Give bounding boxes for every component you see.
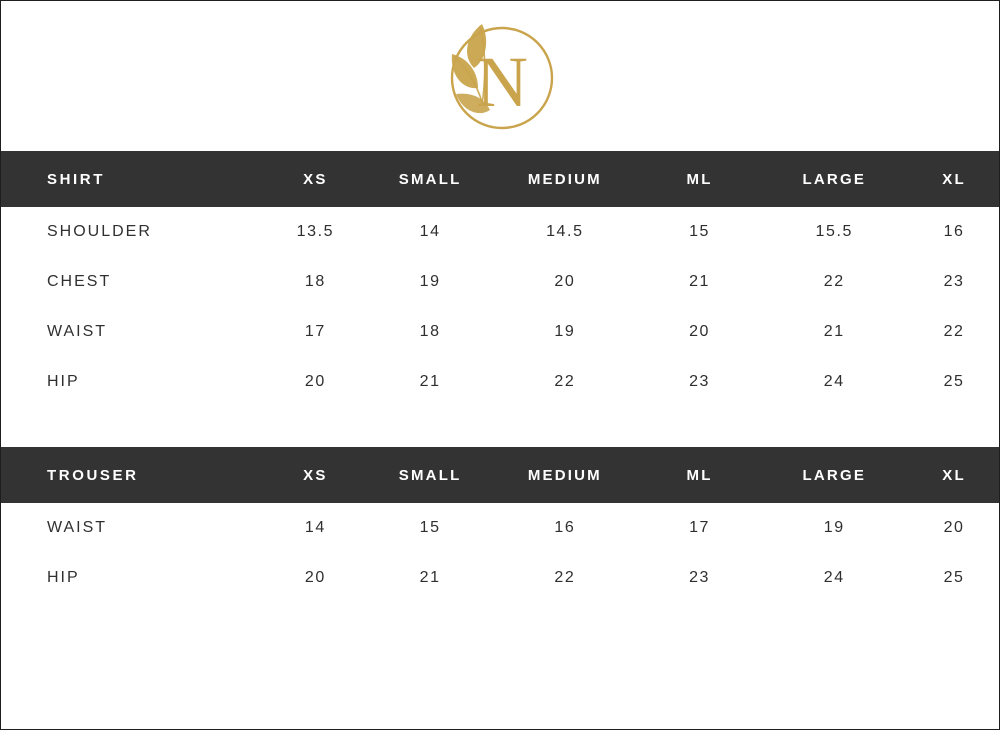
cell-waist-small: 18 bbox=[370, 307, 490, 357]
table-row bbox=[1, 357, 999, 407]
cell-waist-ml: 20 bbox=[640, 307, 760, 357]
cell-hip-large: 24 bbox=[759, 357, 909, 407]
cell-shoulder-medium: 14.5 bbox=[490, 207, 640, 257]
cell-trouser-waist-xs: 14 bbox=[260, 503, 370, 553]
bottom-whitespace bbox=[1, 603, 999, 729]
cell-trouser-hip-xl: 25 bbox=[909, 553, 999, 603]
trouser-header-large: LARGE bbox=[759, 447, 909, 503]
trouser-header-ml: ML bbox=[640, 447, 760, 503]
cell-shoulder-xs: 13.5 bbox=[260, 207, 370, 257]
cell-chest-medium: 20 bbox=[490, 257, 640, 307]
shirt-header-ml: ML bbox=[640, 151, 760, 207]
cell-waist-medium: 19 bbox=[490, 307, 640, 357]
cell-chest-small: 19 bbox=[370, 257, 490, 307]
trouser-size-table bbox=[1, 447, 999, 603]
cell-hip-ml: 23 bbox=[640, 357, 760, 407]
cell-trouser-waist-xl: 20 bbox=[909, 503, 999, 553]
cell-trouser-waist-large: 19 bbox=[759, 503, 909, 553]
cell-chest-xl: 23 bbox=[909, 257, 999, 307]
row-label-trouser-waist: WAIST bbox=[1, 503, 260, 553]
cell-trouser-waist-small: 15 bbox=[370, 503, 490, 553]
trouser-header-xl: XL bbox=[909, 447, 999, 503]
cell-hip-medium: 22 bbox=[490, 357, 640, 407]
row-label-chest: CHEST bbox=[1, 257, 260, 307]
shirt-header-medium: MEDIUM bbox=[490, 151, 640, 207]
cell-hip-xs: 20 bbox=[260, 357, 370, 407]
row-label-hip: HIP bbox=[1, 357, 260, 407]
cell-trouser-hip-medium: 22 bbox=[490, 553, 640, 603]
cell-trouser-waist-medium: 16 bbox=[490, 503, 640, 553]
shirt-header-small: SMALL bbox=[370, 151, 490, 207]
table-header-row bbox=[1, 447, 999, 503]
cell-trouser-hip-small: 21 bbox=[370, 553, 490, 603]
cell-shoulder-large: 15.5 bbox=[759, 207, 909, 257]
cell-trouser-hip-large: 24 bbox=[759, 553, 909, 603]
cell-trouser-waist-ml: 17 bbox=[640, 503, 760, 553]
cell-chest-large: 22 bbox=[759, 257, 909, 307]
cell-waist-large: 21 bbox=[759, 307, 909, 357]
logo-area bbox=[1, 1, 999, 151]
cell-shoulder-xl: 16 bbox=[909, 207, 999, 257]
cell-hip-xl: 25 bbox=[909, 357, 999, 407]
shirt-header-xl: XL bbox=[909, 151, 999, 207]
table-header-row bbox=[1, 151, 999, 207]
cell-hip-small: 21 bbox=[370, 357, 490, 407]
leaf-monogram-logo bbox=[420, 10, 580, 142]
table-spacer bbox=[1, 407, 999, 447]
table-row bbox=[1, 503, 999, 553]
cell-trouser-hip-ml: 23 bbox=[640, 553, 760, 603]
shirt-header-large: LARGE bbox=[759, 151, 909, 207]
cell-shoulder-small: 14 bbox=[370, 207, 490, 257]
table-row bbox=[1, 207, 999, 257]
cell-waist-xs: 17 bbox=[260, 307, 370, 357]
cell-chest-xs: 18 bbox=[260, 257, 370, 307]
shirt-header-xs: XS bbox=[260, 151, 370, 207]
table-row bbox=[1, 257, 999, 307]
cell-chest-ml: 21 bbox=[640, 257, 760, 307]
row-label-waist: WAIST bbox=[1, 307, 260, 357]
table-row bbox=[1, 553, 999, 603]
trouser-header-medium: MEDIUM bbox=[490, 447, 640, 503]
shirt-header-title: SHIRT bbox=[1, 151, 260, 207]
row-label-trouser-hip: HIP bbox=[1, 553, 260, 603]
cell-trouser-hip-xs: 20 bbox=[260, 553, 370, 603]
row-label-shoulder: SHOULDER bbox=[1, 207, 260, 257]
cell-shoulder-ml: 15 bbox=[640, 207, 760, 257]
trouser-header-xs: XS bbox=[260, 447, 370, 503]
table-row bbox=[1, 307, 999, 357]
trouser-header-title: TROUSER bbox=[1, 447, 260, 503]
trouser-header-small: SMALL bbox=[370, 447, 490, 503]
cell-waist-xl: 22 bbox=[909, 307, 999, 357]
shirt-size-table bbox=[1, 151, 999, 407]
logo-letter: N bbox=[476, 42, 528, 122]
